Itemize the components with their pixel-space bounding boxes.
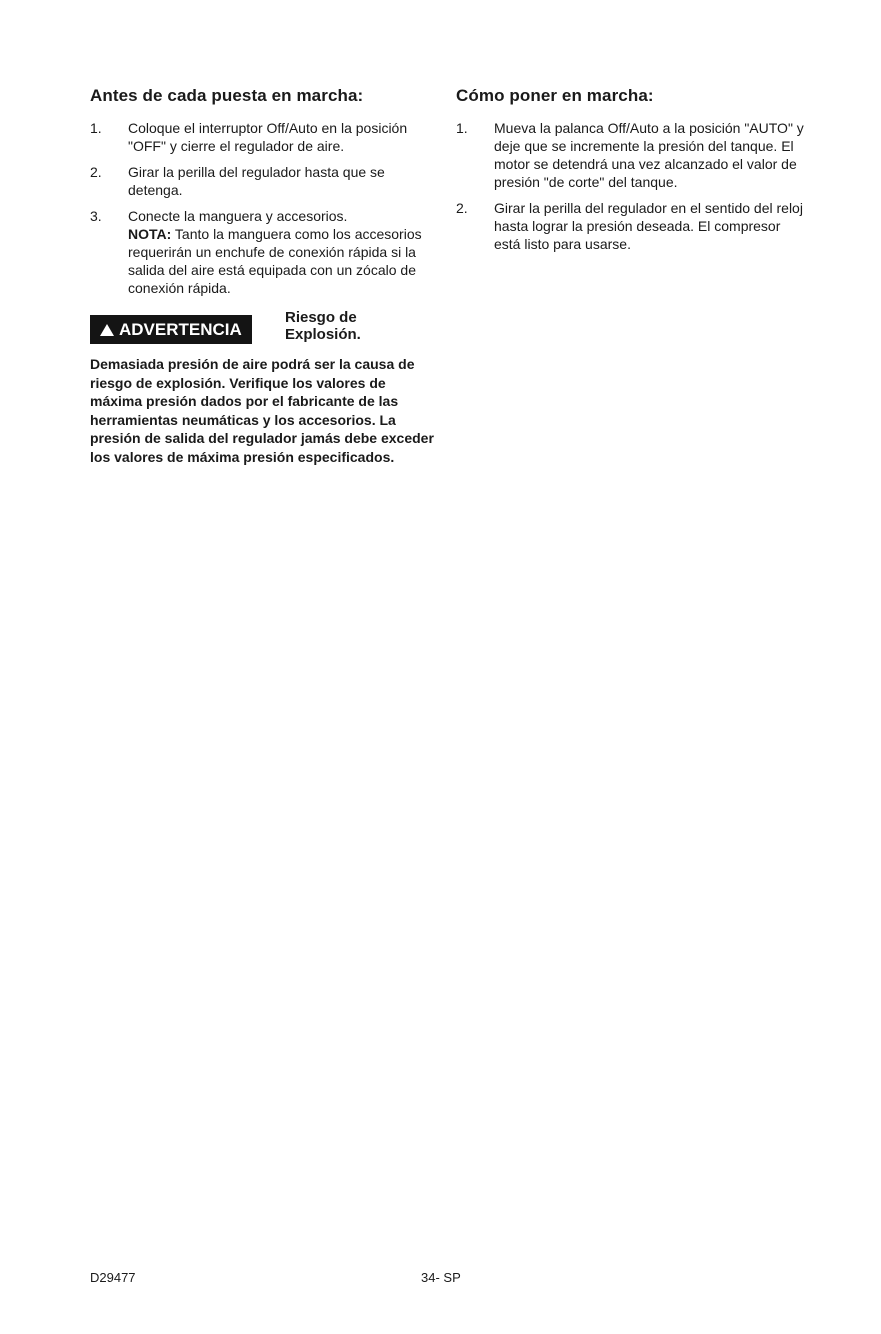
before-start-steps [90, 119, 440, 297]
how-to-start-steps [456, 119, 806, 253]
step-text: Girar la perilla del regulador hasta que se detenga. [128, 164, 385, 198]
warning-header [90, 309, 440, 349]
list-item [90, 207, 440, 297]
note-label: NOTA: [128, 226, 172, 242]
page-number: 34- SP [421, 1270, 461, 1285]
warning-badge-label: ADVERTENCIA [119, 320, 242, 339]
section-title-before-start: Antes de cada puesta en marcha: [90, 86, 364, 105]
step-number: 3. [90, 208, 102, 224]
list-item [90, 119, 440, 155]
document-number: D29477 [90, 1270, 136, 1285]
step-number: 1. [90, 120, 102, 136]
list-item [456, 119, 806, 191]
list-item [90, 163, 440, 199]
warning-body: Demasiada presión de aire podrá ser la causa de riesgo de explosión. Verifique los valores de máxima presión dados por el fabricante de las herramientas neumáticas y los accesorios. La presión de salida del regulador jamás debe exceder los valores de máxima presión especificados. [90, 356, 434, 465]
right-column [456, 86, 806, 261]
step-number: 2. [456, 200, 468, 216]
step-text: Girar la perilla del regulador en el sentido del reloj hasta lograr la presión deseada. El compresor está listo para usarse. [494, 200, 803, 252]
step-text: Coloque el interruptor Off/Auto en la posición "OFF" y cierre el regulador de aire. [128, 120, 408, 154]
step-text: Mueva la palanca Off/Auto a la posición "AUTO" y deje que se incremente la presión del tanque. El motor se detendrá una vez alcanzado el valor de presión "de corte" del tanque. [494, 120, 804, 190]
step-text: Conecte la manguera y accesorios. [128, 208, 348, 224]
section-title-how-to-start: Cómo poner en marcha: [456, 86, 654, 105]
step-number: 1. [456, 120, 468, 136]
list-item [456, 199, 806, 253]
warning-badge [90, 315, 252, 344]
step-number: 2. [90, 164, 102, 180]
left-column [90, 86, 440, 466]
warning-title: Riesgo de Explosión. [285, 309, 361, 343]
note-text: Tanto la manguera como los accesorios requerirán un enchufe de conexión rápida si la salida del aire está equipada con un zócalo de conexión rápida. [128, 226, 422, 296]
warning-triangle-icon [100, 324, 114, 336]
